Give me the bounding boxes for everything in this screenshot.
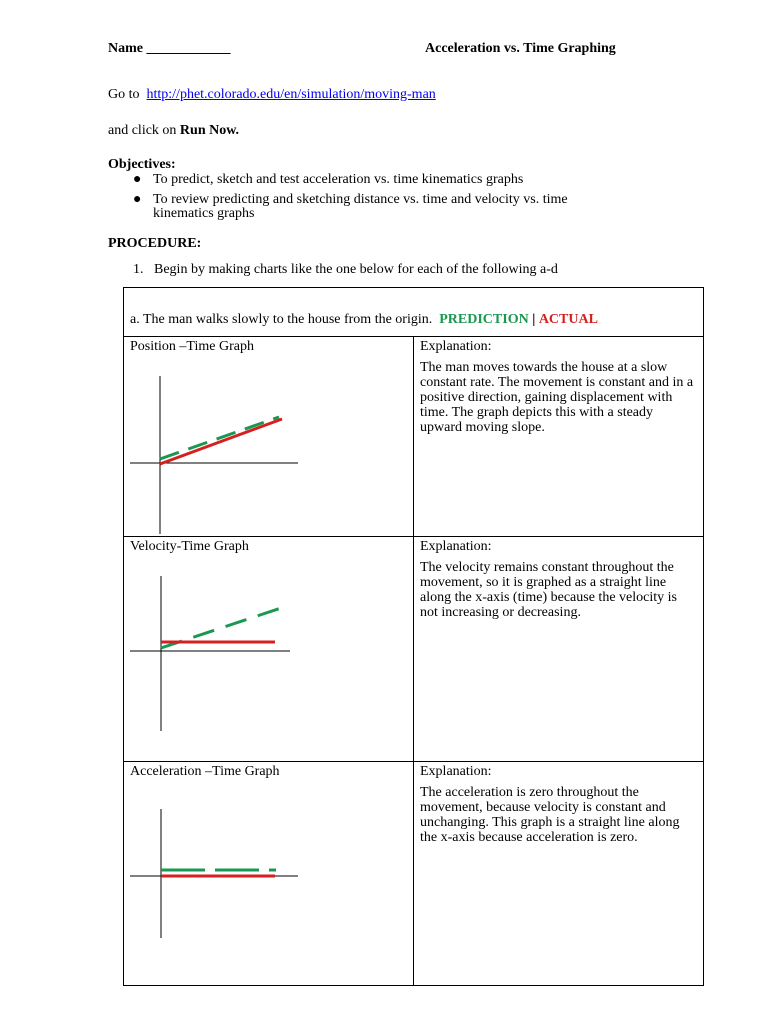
velocity-time-sketch	[124, 556, 411, 761]
explanation-cell-position	[414, 337, 704, 537]
objectives-heading: Objectives:	[108, 157, 176, 172]
goto-prefix: Go to	[108, 87, 140, 102]
actual-line	[160, 419, 282, 464]
procedure-heading: PROCEDURE:	[108, 236, 202, 251]
graph-cell-position	[124, 337, 414, 537]
prediction-chart-table	[123, 287, 704, 986]
explanation-text: The acceleration is zero throughout the movement, because velocity is constant and unchanging. This graph is a straight line along the x-axis because acceleration is zero.	[420, 785, 680, 845]
page-title: Acceleration vs. Time Graphing	[425, 41, 616, 56]
step-text: Begin by making charts like the one below for each of the following a-d	[154, 262, 558, 277]
acceleration-time-sketch	[124, 781, 411, 985]
explanation-cell-acceleration	[414, 762, 704, 986]
simulation-link[interactable]: http://phet.colorado.edu/en/simulation/moving-man	[146, 87, 436, 102]
name-field	[108, 41, 231, 57]
label-separator: |	[532, 312, 536, 327]
graph-cell-velocity	[124, 537, 414, 762]
prediction-line	[160, 417, 279, 459]
graph-cell-acceleration	[124, 762, 414, 986]
explanation-cell-velocity	[414, 537, 704, 762]
procedure-step	[133, 262, 558, 278]
actual-label: ACTUAL	[538, 312, 598, 327]
objectives-list	[133, 173, 613, 227]
bullet-icon: ●	[133, 172, 142, 187]
explanation-text: The velocity remains constant throughout the movement, so it is graphed as a straight line along the x-axis (time) because the velocity is not increasing or decreasing.	[420, 560, 677, 620]
run-now-text: Run Now.	[179, 123, 240, 138]
prediction-label: PREDICTION	[439, 312, 529, 327]
step-number: 1.	[133, 262, 144, 277]
scenario-text: a. The man walks slowly to the house from the origin.	[130, 312, 433, 327]
click-line	[108, 123, 239, 139]
click-prefix: and click on	[108, 123, 177, 138]
graph-title: Position –Time Graph	[130, 339, 254, 354]
position-time-sketch	[124, 356, 411, 536]
scenario-header	[124, 288, 704, 337]
name-blank: ____________	[146, 41, 231, 56]
name-label: Name	[108, 41, 143, 56]
goto-line	[108, 87, 436, 103]
bullet-icon: ●	[133, 192, 142, 207]
objective-item: ● To predict, sketch and test acceleration vs. time kinematics graphs	[133, 172, 524, 187]
explanation-text: The man moves towards the house at a slow constant rate. The movement is constant and in a positive direction, gaining displacement with time. The graph depicts this with a steady upward moving slope.	[420, 360, 694, 435]
graph-title: Acceleration –Time Graph	[130, 764, 280, 779]
graph-title: Velocity-Time Graph	[130, 539, 249, 554]
explanation-label: Explanation:	[420, 764, 492, 779]
explanation-label: Explanation:	[420, 339, 492, 354]
objective-item: ● To review predicting and sketching distance vs. time and velocity vs. time kinematics graphs	[133, 192, 568, 221]
explanation-label: Explanation:	[420, 539, 492, 554]
